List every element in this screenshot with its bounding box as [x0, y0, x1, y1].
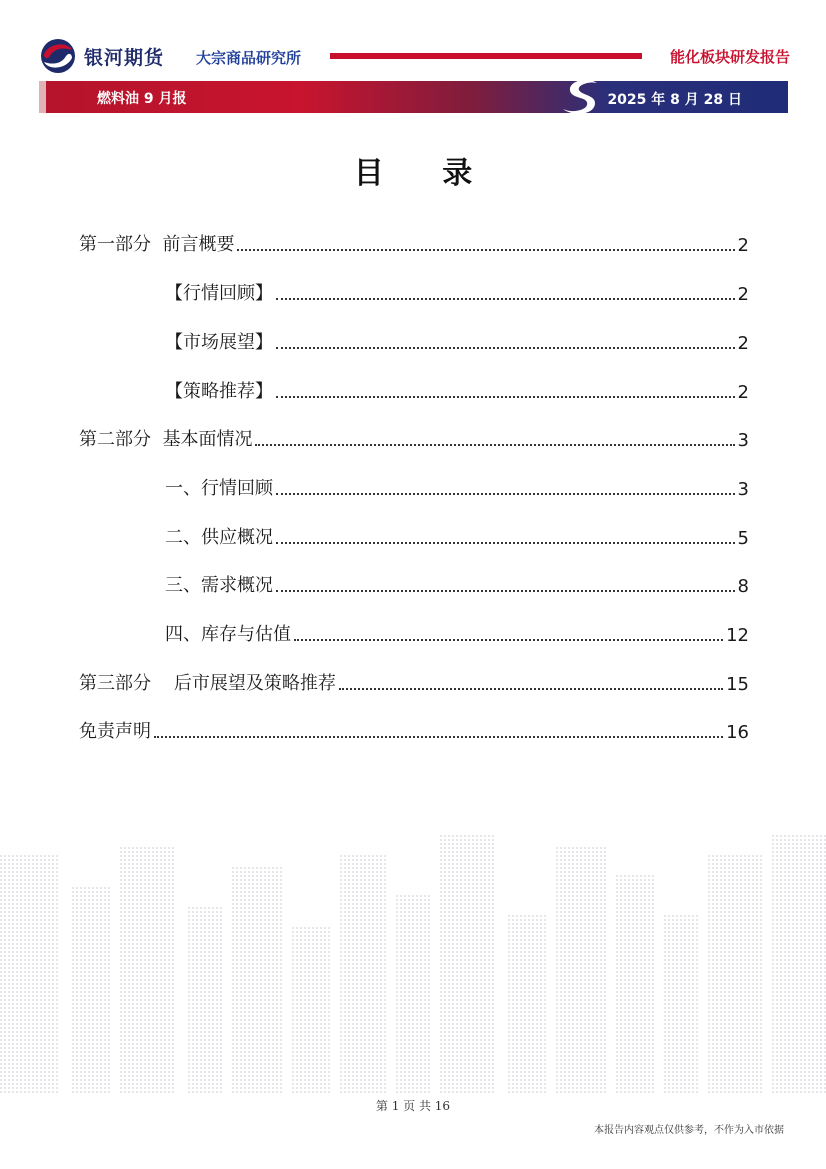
toc-entry-page: 2 — [737, 333, 749, 354]
toc-entry[interactable] — [79, 427, 749, 451]
toc-entry[interactable] — [79, 622, 749, 646]
toc-entry-label: 【市场展望】 — [165, 332, 273, 353]
toc-entry[interactable] — [79, 719, 749, 743]
toc-entry-page: 5 — [737, 528, 749, 549]
toc-entry[interactable] — [79, 525, 749, 549]
report-title: 燃料油 9 月报 — [97, 91, 187, 107]
toc-entry-label: 四、库存与估值 — [165, 624, 291, 645]
toc-leader — [154, 736, 723, 738]
toc-leader — [339, 688, 723, 690]
toc-entry-page: 2 — [737, 284, 749, 305]
toc-entry-label: 【策略推荐】 — [165, 381, 273, 402]
toc-entry-page: 3 — [737, 479, 749, 500]
galaxy-logo-icon — [38, 38, 78, 74]
toc-leader — [276, 493, 735, 495]
institute-name: 大宗商品研究所 — [196, 49, 302, 67]
toc-entry-page: 15 — [726, 674, 749, 695]
disclaimer: 本报告内容观点仅供参考，不作为入市依据 — [594, 1125, 784, 1136]
toc-entry-label: 三、需求概况 — [165, 575, 273, 596]
toc-entry-label: 【行情回顾】 — [165, 283, 273, 304]
s-swoosh-icon — [557, 77, 605, 117]
toc-entry-label: 二、供应概况 — [165, 527, 273, 548]
toc-entry-label: 第二部分 基本面情况 — [79, 429, 253, 450]
toc-entry-label: 一、行情回顾 — [165, 478, 273, 499]
toc-entry[interactable] — [79, 379, 749, 403]
toc-entry-page: 12 — [726, 625, 749, 646]
toc-leader — [276, 396, 735, 398]
page-indicator: 第 1 页 共 16 — [375, 1099, 451, 1113]
toc-leader — [276, 347, 735, 349]
toc-entry[interactable] — [79, 232, 749, 256]
toc-entry-page: 2 — [737, 382, 749, 403]
toc-entry-label: 免责声明 — [79, 721, 151, 742]
banner-accent — [39, 81, 46, 113]
toc-entry-page: 8 — [737, 576, 749, 597]
toc-entry[interactable] — [79, 671, 749, 695]
toc-entry[interactable] — [79, 330, 749, 354]
toc-entry-label: 第三部分 后市展望及策略推荐 — [79, 673, 336, 694]
toc-leader — [276, 542, 735, 544]
cityscape-watermark — [0, 815, 826, 1095]
toc-entry-label: 第一部分 前言概要 — [79, 234, 235, 255]
toc-entry-page: 3 — [737, 430, 749, 451]
header-divider — [330, 53, 642, 59]
toc-leader — [276, 590, 735, 592]
toc-leader — [237, 249, 734, 251]
header-banner — [39, 81, 788, 113]
toc-title: 目 录 — [353, 156, 497, 191]
report-type: 能化板块研发报告 — [669, 48, 790, 66]
toc-leader — [276, 298, 735, 300]
report-date: 2025 年 8 月 28 日 — [607, 92, 742, 108]
toc-entry[interactable] — [79, 281, 749, 305]
toc-entry-page: 2 — [737, 235, 749, 256]
brand-name: 银河期货 — [84, 47, 165, 69]
toc-entry-page: 16 — [726, 722, 749, 743]
toc-entry[interactable] — [79, 476, 749, 500]
toc-entry[interactable] — [79, 573, 749, 597]
toc-leader — [294, 639, 723, 641]
toc-leader — [255, 444, 734, 446]
